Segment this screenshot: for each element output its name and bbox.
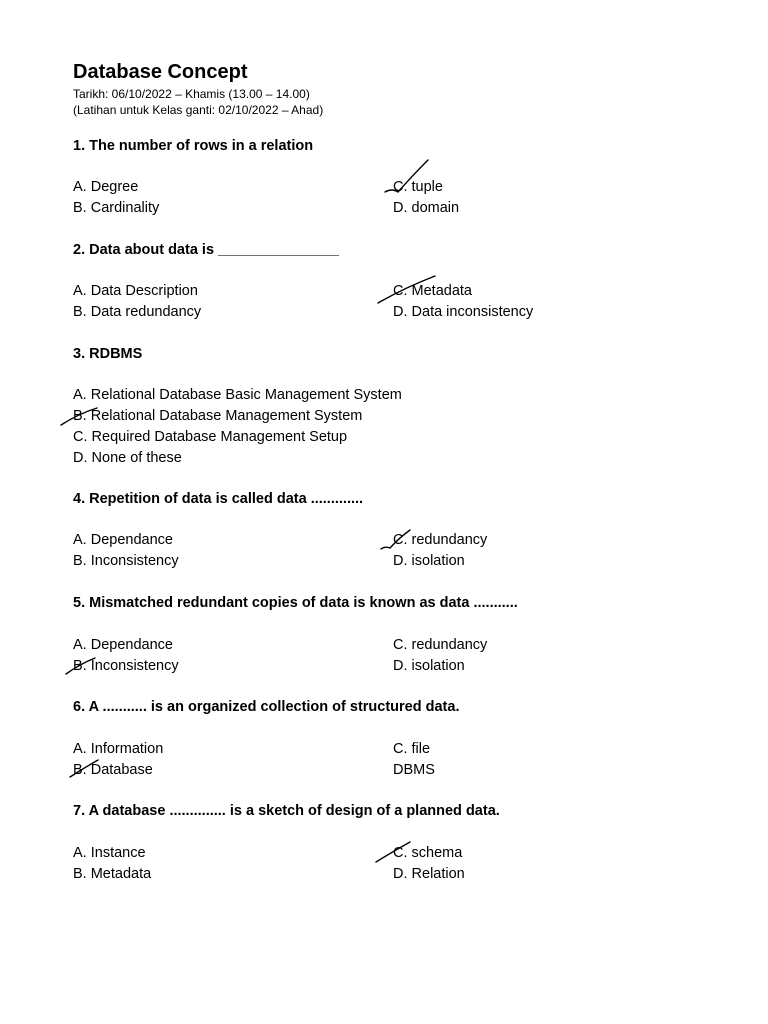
question-6: 6. A ........... is an organized collection of structured data.	[73, 699, 460, 715]
q2-option-b: B. Data redundancy	[73, 304, 202, 320]
q3-option-a: A. Relational Database Basic Management System	[73, 387, 402, 403]
q3-option-b: B. Relational Database Management System	[73, 408, 363, 424]
note-line: (Latihan untuk Kelas ganti: 02/10/2022 – Ahad)	[73, 103, 324, 117]
q4-option-d: D. isolation	[393, 553, 465, 569]
q2-option-c: C. Metadata	[393, 283, 472, 299]
q4-option-b: B. Inconsistency	[73, 553, 179, 569]
q6-option-b: B. Database	[73, 762, 153, 778]
q7-option-b: B. Metadata	[73, 866, 152, 882]
question-2: 2. Data about data is _______________	[73, 242, 339, 258]
q2-option-a: A. Data Description	[73, 283, 198, 299]
q4-option-c: C. redundancy	[393, 532, 488, 548]
q6-option-a: A. Information	[73, 741, 164, 757]
q1-option-d: D. domain	[393, 200, 460, 216]
q3-option-c: C. Required Database Management Setup	[73, 429, 348, 445]
q1-option-a: A. Degree	[73, 179, 139, 195]
q7-option-a: A. Instance	[73, 845, 146, 861]
q1-option-c: C. tuple	[393, 179, 443, 195]
q7-option-d: D. Relation	[393, 866, 465, 882]
q1-option-b: B. Cardinality	[73, 200, 160, 216]
q5-option-c: C. redundancy	[393, 637, 488, 653]
q6-option-c: C. file	[393, 741, 431, 757]
question-1: 1. The number of rows in a relation	[73, 138, 314, 154]
question-4: 4. Repetition of data is called data .............	[73, 491, 364, 507]
q7-option-c: C. schema	[393, 845, 463, 861]
question-5: 5. Mismatched redundant copies of data is known as data ...........	[73, 595, 518, 611]
q5-option-a: A. Dependance	[73, 637, 173, 653]
date-line: Tarikh: 06/10/2022 – Khamis (13.00 – 14.00)	[73, 87, 310, 101]
q3-option-d: D. None of these	[73, 450, 182, 466]
page-title: Database Concept	[73, 61, 248, 83]
q6-option-d: DBMS	[393, 762, 435, 778]
question-7: 7. A database .............. is a sketch of design of a planned data.	[73, 803, 500, 819]
q5-option-d: D. isolation	[393, 658, 465, 674]
q5-option-b: B. Inconsistency	[73, 658, 179, 674]
q4-option-a: A. Dependance	[73, 532, 173, 548]
q2-option-d: D. Data inconsistency	[393, 304, 534, 320]
question-3: 3. RDBMS	[73, 346, 143, 362]
